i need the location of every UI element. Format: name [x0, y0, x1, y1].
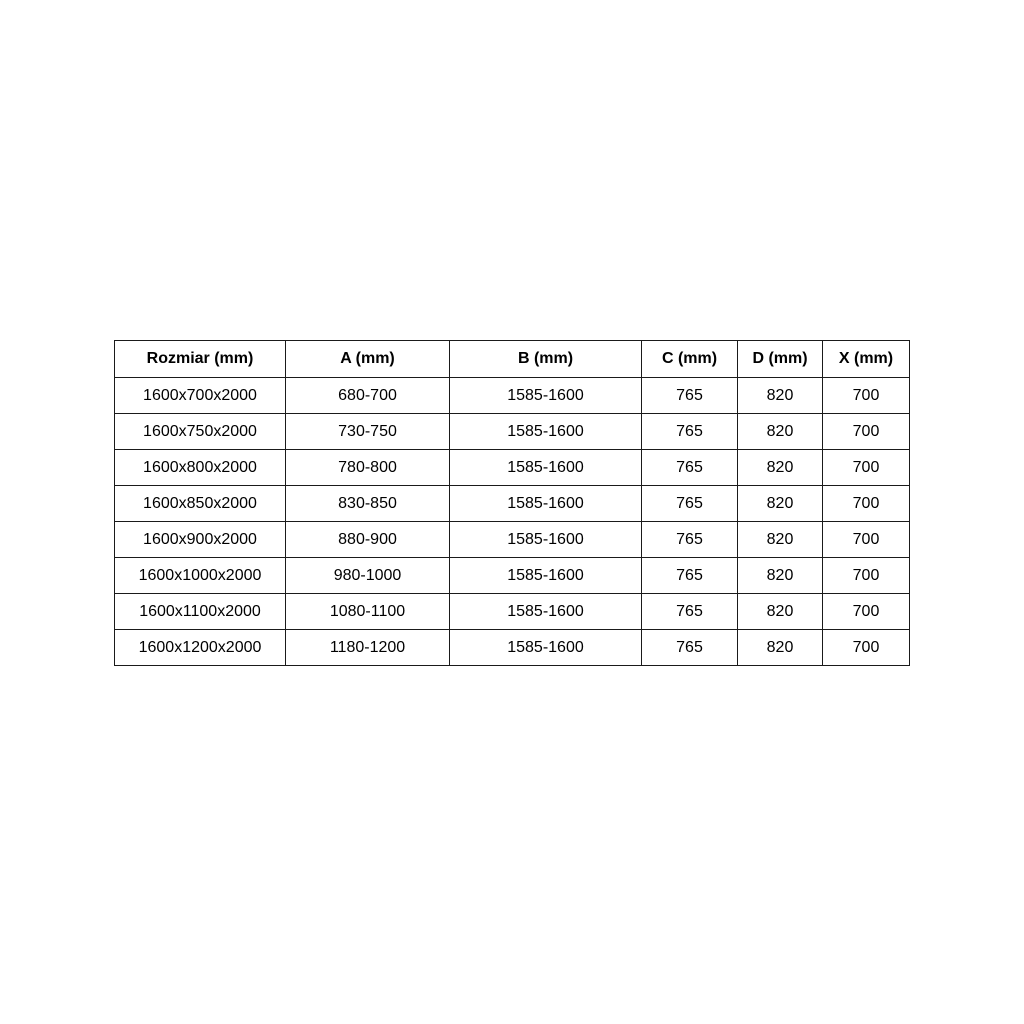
cell-d: 820: [738, 558, 823, 594]
cell-size: 1600x750x2000: [115, 414, 286, 450]
cell-size: 1600x800x2000: [115, 450, 286, 486]
cell-a: 680-700: [286, 378, 450, 414]
cell-b: 1585-1600: [450, 414, 642, 450]
cell-b: 1585-1600: [450, 450, 642, 486]
cell-d: 820: [738, 414, 823, 450]
cell-size: 1600x1200x2000: [115, 630, 286, 666]
cell-x: 700: [823, 594, 910, 630]
cell-x: 700: [823, 414, 910, 450]
table-row: [115, 450, 910, 486]
table-row: [115, 522, 910, 558]
cell-size: 1600x900x2000: [115, 522, 286, 558]
cell-d: 820: [738, 630, 823, 666]
cell-size: 1600x850x2000: [115, 486, 286, 522]
header-c: C (mm): [642, 341, 738, 378]
table-row: [115, 630, 910, 666]
cell-c: 765: [642, 558, 738, 594]
cell-size: 1600x700x2000: [115, 378, 286, 414]
table-header-row: [115, 341, 910, 378]
cell-c: 765: [642, 450, 738, 486]
cell-x: 700: [823, 450, 910, 486]
cell-c: 765: [642, 486, 738, 522]
cell-a: 980-1000: [286, 558, 450, 594]
cell-b: 1585-1600: [450, 630, 642, 666]
cell-b: 1585-1600: [450, 486, 642, 522]
cell-size: 1600x1000x2000: [115, 558, 286, 594]
table-row: [115, 594, 910, 630]
cell-d: 820: [738, 486, 823, 522]
table-row: [115, 414, 910, 450]
cell-x: 700: [823, 378, 910, 414]
table-row: [115, 486, 910, 522]
cell-x: 700: [823, 522, 910, 558]
cell-c: 765: [642, 630, 738, 666]
cell-x: 700: [823, 486, 910, 522]
header-x: X (mm): [823, 341, 910, 378]
cell-a: 1180-1200: [286, 630, 450, 666]
header-b: B (mm): [450, 341, 642, 378]
table-row: [115, 378, 910, 414]
cell-b: 1585-1600: [450, 378, 642, 414]
cell-c: 765: [642, 594, 738, 630]
cell-b: 1585-1600: [450, 558, 642, 594]
cell-a: 830-850: [286, 486, 450, 522]
cell-a: 780-800: [286, 450, 450, 486]
table-row: [115, 558, 910, 594]
cell-c: 765: [642, 378, 738, 414]
cell-x: 700: [823, 558, 910, 594]
cell-d: 820: [738, 594, 823, 630]
cell-x: 700: [823, 630, 910, 666]
header-size: Rozmiar (mm): [115, 341, 286, 378]
cell-b: 1585-1600: [450, 522, 642, 558]
cell-a: 880-900: [286, 522, 450, 558]
cell-b: 1585-1600: [450, 594, 642, 630]
cell-a: 730-750: [286, 414, 450, 450]
cell-d: 820: [738, 378, 823, 414]
header-d: D (mm): [738, 341, 823, 378]
dimensions-table: [114, 340, 910, 666]
cell-c: 765: [642, 522, 738, 558]
cell-d: 820: [738, 522, 823, 558]
cell-d: 820: [738, 450, 823, 486]
cell-c: 765: [642, 414, 738, 450]
header-a: A (mm): [286, 341, 450, 378]
cell-size: 1600x1100x2000: [115, 594, 286, 630]
cell-a: 1080-1100: [286, 594, 450, 630]
